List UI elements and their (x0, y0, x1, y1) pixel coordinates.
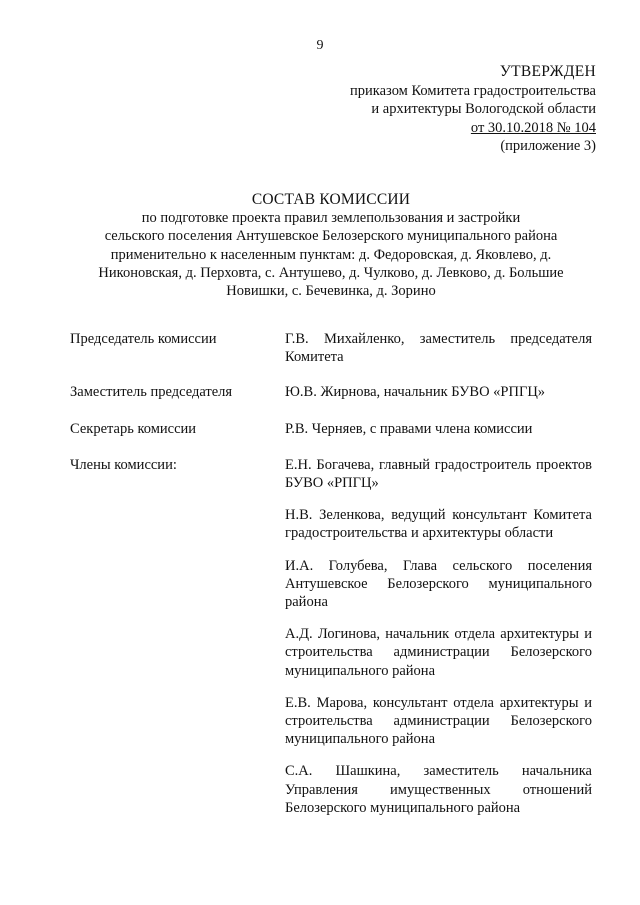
role-label: Секретарь комиссии (70, 420, 197, 437)
approval-line: и архитектуры Вологодской области (371, 101, 596, 117)
role-label: Председатель комиссии (70, 331, 217, 347)
title-line: Никоновская, д. Перховта, с. Антушево, д. Чулково, д. Левково, д. Большие (98, 264, 564, 281)
title-heading: СОСТАВ КОМИССИИ (251, 191, 411, 208)
commission-row-secretary (70, 420, 592, 438)
title-line: Новишки, с. Бечевинка, д. Зорино (226, 283, 436, 300)
member-entry: С.А. Шашкина, заместитель начальника Управления имущественных отношений Белозерского муниципального района (285, 763, 592, 816)
commission-table (70, 330, 592, 817)
title-line: по подготовке проекта правил землепользования и застройки (141, 210, 521, 227)
member-entry: И.А. Голубева, Глава сельского поселения Антушевское Белозерского муниципального района (285, 557, 592, 611)
commission-row-chairman (70, 330, 592, 366)
approval-stamp (296, 63, 596, 156)
title-line: применительно к населенным пунктам: д. Федоровская, д. Яковлево, д. (110, 246, 552, 263)
approval-line: приказом Комитета градостроительства (350, 82, 596, 99)
document-title (70, 191, 592, 300)
commission-row-members (70, 456, 592, 817)
appendix-note: (приложение 3) (500, 138, 596, 154)
member-entry: Н.В. Зеленкова, ведущий консультант Комитета градостроительства и архитектуры области (285, 507, 592, 542)
role-label: Члены комиссии: (70, 456, 177, 473)
member-entry: Р.В. Черняев, с правами члена комиссии (285, 420, 533, 437)
member-entry: Г.В. Михайленко, заместитель председателя Комитета (285, 331, 592, 366)
member-entry: Ю.В. Жирнова, начальник БУВО «РПГЦ» (285, 384, 546, 401)
order-date: от 30.10.2018 № 104 (470, 119, 596, 136)
approval-heading: УТВЕРЖДЕН (499, 63, 596, 80)
member-entry: Е.В. Марова, консультант отдела архитектуры и строительства администрации Белозерского муниципального района (285, 694, 592, 748)
title-line: сельского поселения Антушевское Белозерского муниципального района (104, 228, 558, 245)
role-label: Заместитель председателя (70, 384, 233, 401)
member-entry: А.Д. Логинова, начальник отдела архитектуры и строительства администрации Белозерского муниципального района (285, 626, 592, 679)
commission-row-deputy (70, 383, 592, 401)
member-entry: Е.Н. Богачева, главный градостроитель проектов БУВО «РПГЦ» (285, 456, 592, 492)
page-number: 9 (316, 38, 324, 53)
